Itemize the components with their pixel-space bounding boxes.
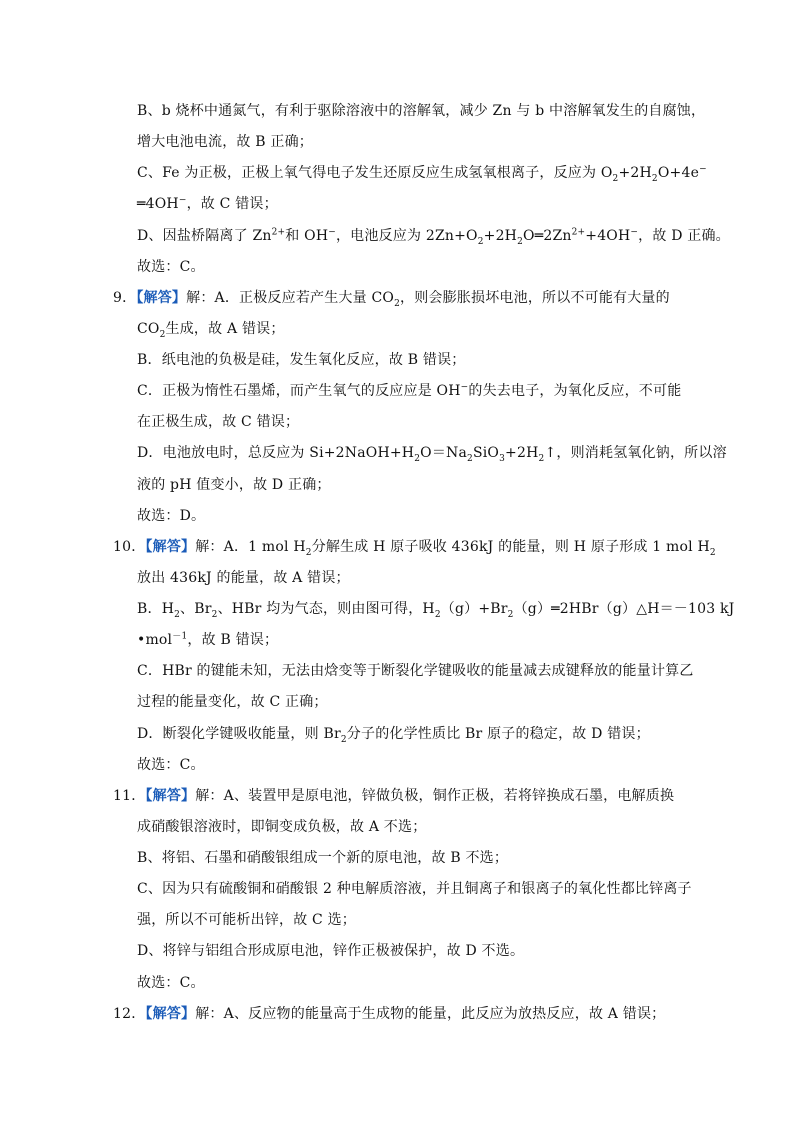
text-run: 解：A．1 mol H	[195, 539, 306, 555]
subscript: 2	[211, 609, 218, 620]
text-line	[137, 755, 205, 775]
text-run: 液的 pH 值变小，故 D 正确；	[137, 477, 331, 493]
superscript: －1	[172, 631, 188, 642]
text-run: 解：A、装置甲是原电池，锌做负极，铜作正极，若将锌换成石墨，电解质换	[195, 788, 675, 804]
text-run: （g）+Br	[440, 601, 508, 617]
text-run: ↑，则消耗氢氧化钠，所以溶	[544, 445, 727, 461]
text-run: ，故 B 错误；	[187, 632, 279, 648]
subscript: 2	[467, 453, 473, 464]
text-run: 、HBr 均为气态，则由图可得，H	[217, 601, 435, 617]
text-run: O═2Zn	[523, 228, 572, 244]
text-line	[137, 475, 331, 495]
superscript: 2+	[571, 227, 586, 238]
subscript: 2	[612, 173, 619, 184]
text-line	[137, 568, 350, 588]
superscript: −	[699, 164, 707, 175]
text-run: ，故 C 错误；	[186, 196, 278, 212]
text-line	[137, 941, 524, 961]
text-run: CO	[137, 321, 160, 337]
text-run: +2H	[505, 445, 539, 461]
text-run: 故选：C。	[137, 975, 205, 991]
text-run: 分解生成 H 原子吸收 436kJ 的能量，则 H 原子形成 1 mol H	[311, 539, 710, 555]
text-run: 10．	[113, 539, 146, 555]
text-run: 在正极生成，故 C 错误；	[137, 414, 300, 430]
answer-tag: 【解答】	[145, 1006, 196, 1022]
subscript: 2	[174, 609, 181, 620]
text-run: +2H	[483, 228, 518, 244]
question-heading-line	[113, 537, 716, 557]
text-line	[137, 101, 705, 121]
subscript: 2	[305, 547, 312, 558]
text-run: 和 OH	[285, 228, 329, 244]
subscript: 2	[434, 609, 441, 620]
text-line	[137, 350, 465, 370]
answer-tag: 【解答】	[145, 788, 196, 804]
text-run: O＝Na	[420, 445, 468, 461]
text-line	[137, 506, 205, 526]
text-run: D．断裂化学键吸收能量，则 Br	[137, 726, 341, 742]
text-run: B．H	[137, 601, 175, 617]
text-line	[137, 132, 313, 152]
text-run: 故选：C。	[137, 259, 205, 275]
text-line	[137, 257, 205, 277]
text-run: （g）═2HBr（g）△H＝－103 kJ	[513, 601, 735, 617]
superscript: −	[460, 382, 469, 393]
subscript: 2	[538, 453, 545, 464]
superscript: −	[328, 227, 336, 238]
text-run: D、将锌与铝组合形成原电池，锌作正极被保护，故 D 不选。	[137, 943, 525, 959]
subscript: 3	[499, 453, 506, 464]
text-run: 增大电池电流，故 B 正确；	[137, 134, 313, 150]
text-run: 故选：D。	[137, 508, 206, 524]
text-line	[137, 319, 285, 339]
text-run: C、因为只有硫酸铜和硝酸银 2 种电解质溶液，并且铜离子和银离子的氧化性都比锌离子	[137, 881, 692, 897]
subscript: 2	[651, 173, 658, 184]
text-run: ，故 D 正确。	[638, 228, 730, 244]
subscript: 2	[517, 236, 524, 247]
answer-tag: 【解答】	[136, 290, 187, 306]
subscript: 2	[709, 547, 716, 558]
text-run: 的失去电子，为氧化反应，不可能	[468, 383, 682, 399]
subscript: 2	[340, 734, 347, 745]
text-run: 生成，故 A 错误；	[165, 321, 285, 337]
text-run: +4OH	[585, 228, 631, 244]
text-run: 解：A、反应物的能量高于生成物的能量，此反应为放热反应，故 A 错误；	[195, 1006, 666, 1022]
text-run: D．电池放电时，总反应为 Si+2NaOH+H	[137, 445, 415, 461]
text-run: 故选：C。	[137, 757, 205, 773]
superscript: −	[630, 227, 639, 238]
text-line	[137, 630, 278, 650]
text-line	[137, 226, 730, 246]
text-run: O+4e	[657, 165, 700, 181]
question-heading-line	[113, 786, 674, 806]
text-run: B、b 烧杯中通氮气，有利于驱除溶液中的溶解氧，减少 Zn 与 b 中溶解氧发生的自腐蚀，	[137, 103, 706, 119]
text-line	[137, 163, 707, 183]
text-run: 放出 436kJ 的能量，故 A 错误；	[137, 570, 350, 586]
text-run: B．纸电池的负极是硅，发生氧化反应，故 B 错误；	[137, 352, 466, 368]
text-line	[137, 879, 692, 899]
text-line	[137, 692, 328, 712]
text-run: C、Fe 为正极，正极上氧气得电子发生还原反应生成氢氧根离子，反应为 O	[137, 165, 613, 181]
text-line	[137, 381, 681, 401]
text-run: SiO	[472, 445, 500, 461]
subscript: 2	[394, 298, 401, 309]
text-run: •mol	[137, 632, 173, 648]
text-run: ，则会膨胀损坏电池，所以不可能有大量的	[400, 290, 670, 306]
subscript: 2	[477, 236, 484, 247]
text-run: 过程的能量变化，故 C 正确；	[137, 694, 328, 710]
subscript: 2	[159, 329, 166, 340]
text-run: 、Br	[180, 601, 212, 617]
text-run: 12．	[113, 1006, 146, 1022]
text-run: 11．	[113, 788, 146, 804]
text-line	[137, 661, 694, 681]
subscript: 2	[507, 609, 514, 620]
superscript: 2+	[271, 227, 286, 238]
text-line	[137, 412, 299, 432]
text-run: 解：A．正极反应若产生大量 CO	[186, 290, 395, 306]
text-run: ，电池反应为 2Zn+O	[335, 228, 478, 244]
text-run: 分子的化学性质比 Br 原子的稳定，故 D 错误；	[346, 726, 650, 742]
text-line	[137, 817, 426, 837]
subscript: 2	[414, 453, 421, 464]
superscript: −	[178, 195, 187, 206]
question-heading-line	[113, 1004, 665, 1024]
text-run: +2H	[618, 165, 652, 181]
text-run: 9．	[113, 290, 137, 306]
text-run: D、因盐桥隔离了 Zn	[137, 228, 272, 244]
question-heading-line	[113, 288, 670, 308]
text-line	[137, 194, 278, 214]
text-line	[137, 910, 356, 930]
text-line	[137, 848, 508, 868]
text-run: C．HBr 的键能未知，无法由焓变等于断裂化学键吸收的能量减去成键释放的能量计算乙	[137, 663, 694, 679]
text-run: 强，所以不可能析出锌，故 C 选；	[137, 912, 357, 928]
answer-tag: 【解答】	[145, 539, 196, 555]
text-run: C．正极为惰性石墨烯，而产生氧气的反应应是 OH	[137, 383, 461, 399]
text-line	[137, 599, 734, 619]
text-run: B、将铝、石墨和硝酸银组成一个新的原电池，故 B 不选；	[137, 850, 509, 866]
text-line	[137, 724, 650, 744]
text-line	[137, 443, 727, 463]
text-line	[137, 973, 205, 993]
text-run: ═4OH	[137, 196, 179, 212]
text-run: 成硝酸银溶液时，即铜变成负极，故 A 不选；	[137, 819, 427, 835]
